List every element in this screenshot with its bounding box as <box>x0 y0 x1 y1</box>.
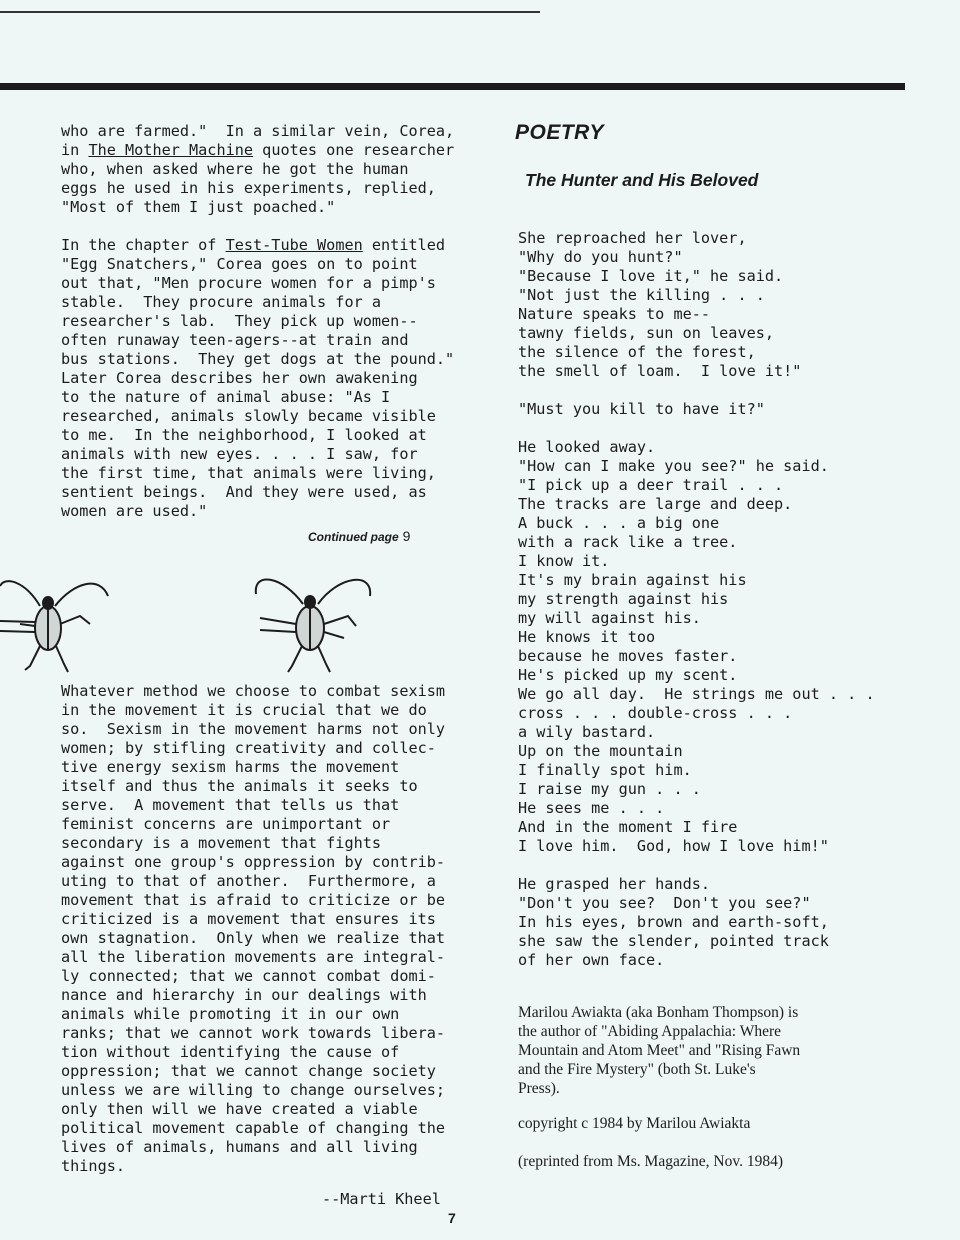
copyright-notice: copyright c 1984 by Marilou Awiakta <box>518 1115 751 1132</box>
left-column-top <box>61 122 481 540</box>
book-reference-test-tube-women: Test-Tube Women <box>225 236 363 254</box>
paragraph-2: In the chapter of Test-Tube Women entitled "Egg Snatchers," Corea goes on to point out that, "Men procure women for a pimp's stable. They procure animals for a researcher's lab. They pick up women-- often runaway teen-agers--at train and bus stations. They get dogs at the pound." Later Corea describes her own awakening to the nature of animal abuse: "As I researched, animals slowly became visible to me. In the neighborhood, I looked at animals with new eyes. . . . I saw, for the first time, that animals were living, sentient beings. And they were used, as women are used." <box>61 236 455 520</box>
beetle-illustration-left <box>0 566 115 676</box>
poem <box>518 229 938 989</box>
paragraph-3: Whatever method we choose to combat sexism in the movement it is crucial that we do so. Sexism in the movement harms not only women; by stifling creativity and collec- tive energy sexism harms the movement itself and thus the animals it seeks to serve. A movement that tells us that feminist concerns are unimportant or secondary is a movement that fights against one group's oppression by contrib- uting to that of another. Furthermore, a movement that is afraid to criticize or be criticized is a movement that ensures its own stagnation. Only when we realize that all the liberation movements are integral- ly connected; that we cannot combat domi- nance and hierarchy in our dealings with animals while promoting it in our own ranks; that we cannot work towards libera- tion without identifying the cause of oppression; that we cannot change society unless we are willing to change ourselves; only then will we have created a viable political movement capable of changing the lives of animals, humans and all living things. <box>61 682 446 1175</box>
stanza-1: She reproached her lover, "Why do you hunt?" "Because I love it," he said. "Not just the killing . . . Nature speaks to me-- tawny fields, sun on leaves, the silence of the forest, the smell of loam. I love it!" <box>518 229 802 380</box>
top-thin-rule <box>0 11 540 13</box>
page-number: 7 <box>448 1210 456 1226</box>
left-column-bottom <box>61 682 481 1195</box>
poem-title: The Hunter and His Beloved <box>525 170 759 190</box>
stanza-2: "Must you kill to have it?" <box>518 400 765 418</box>
continued-note: Continued page 9 <box>308 528 411 544</box>
beetle-illustration-right <box>248 566 378 676</box>
section-heading: POETRY <box>515 121 604 144</box>
author-signature: --Marti Kheel <box>322 1190 441 1208</box>
paragraph-1: who are farmed." In a similar vein, Corea, in The Mother Machine quotes one researcher who, when asked where he got the human eggs he used in his experiments, replied, "Most of them I just poached." <box>61 122 455 216</box>
stanza-3: He looked away. "How can I make you see?" he said. "I pick up a deer trail . . . The tracks are large and deep. A buck . . . a big one with a rack like a tree. I know it. It's my brain against his my strength against his my will against his. He knows it too because he moves faster. He's picked up my scent. We go all day. He strings me out . . . cross . . . double-cross . . . a wily bastard. Up on the mountain I finally spot him. I raise my gun . . . He sees me . . . And in the moment I fire I love him. God, how I love him!" <box>518 438 875 855</box>
author-bio: Marilou Awiakta (aka Bonham Thompson) is the author of "Abiding Appalachia: Where Mountain and Atom Meet" and "Rising Fawn and the Fire Mystery" (both St. Luke's Press). <box>518 1004 801 1097</box>
reprint-note: (reprinted from Ms. Magazine, Nov. 1984) <box>518 1153 784 1170</box>
book-reference-mother-machine: The Mother Machine <box>88 141 254 159</box>
top-thick-rule <box>0 83 905 90</box>
stanza-4: He grasped her hands. "Don't you see? Don't you see?" In his eyes, brown and earth-soft, she saw the slender, pointed track of her own face. <box>518 875 829 969</box>
